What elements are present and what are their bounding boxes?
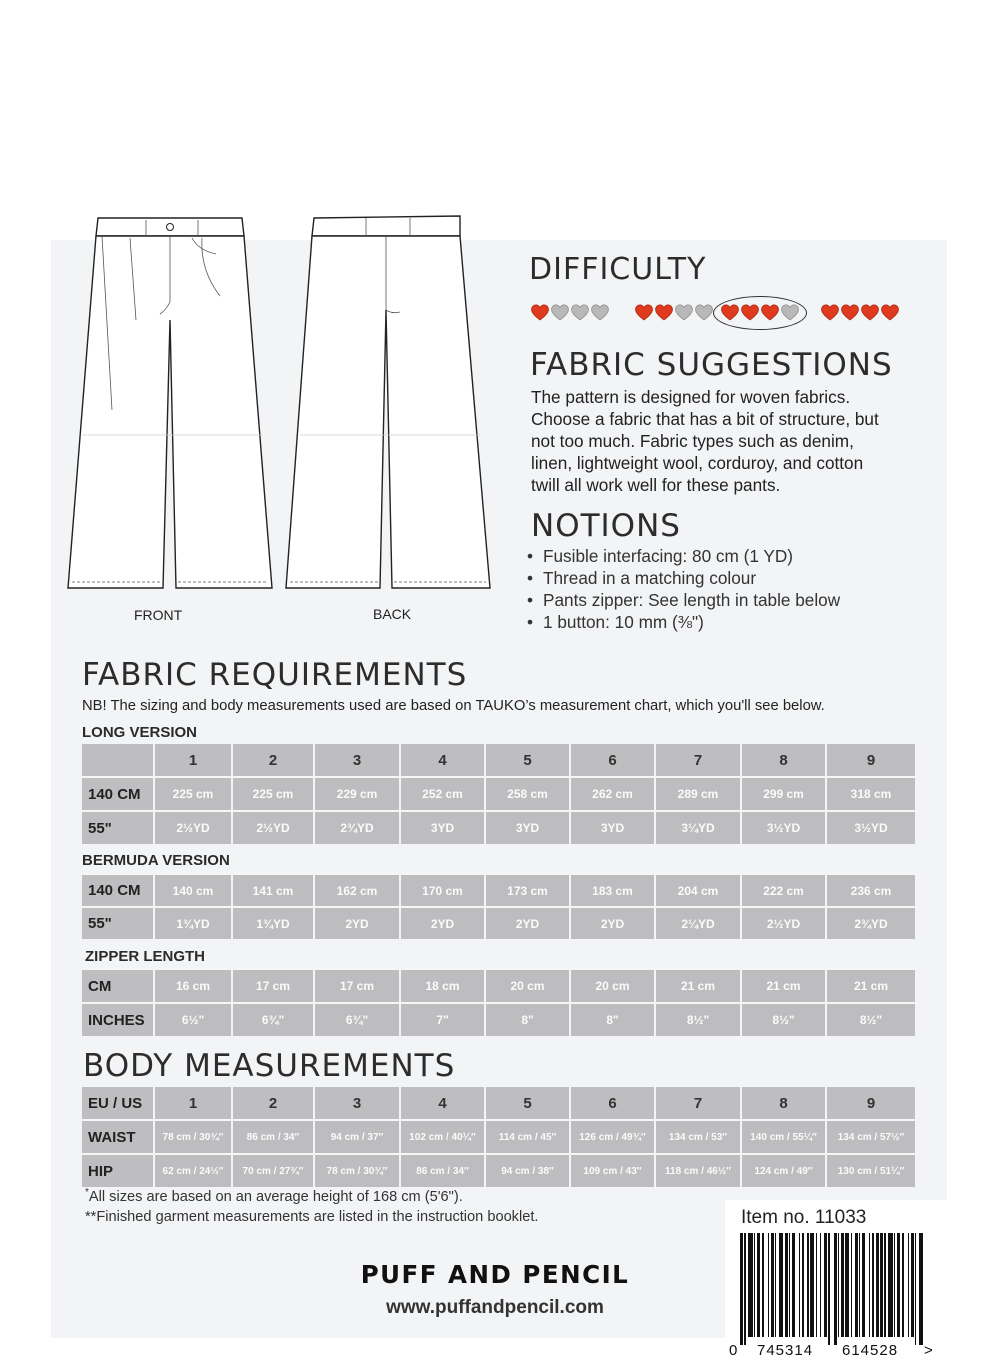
table-cell: 78 cm / 30¾″ xyxy=(315,1153,399,1187)
barcode-bar xyxy=(876,1233,879,1337)
table-cell: 140 cm xyxy=(155,873,231,906)
table-cell: 204 cm xyxy=(656,873,740,906)
long-version-table xyxy=(82,744,916,844)
barcode-bar xyxy=(775,1233,776,1337)
heart-icon xyxy=(821,304,839,321)
table-cell: 170 cm xyxy=(401,873,484,906)
table-row-label: HIP xyxy=(82,1153,153,1187)
table-cell: 20 cm xyxy=(571,968,654,1002)
heart-icon xyxy=(571,304,589,321)
heart-icon xyxy=(881,304,899,321)
table-cell: 78 cm / 30¾″ xyxy=(155,1119,231,1153)
table-header-size: 9 xyxy=(827,1087,915,1119)
table-cell: 8½" xyxy=(656,1002,740,1036)
table-cell: 8" xyxy=(486,1002,569,1036)
notions-item: • Pants zipper: See length in table below xyxy=(527,589,840,611)
heart-icon xyxy=(591,304,609,321)
table-cell: 252 cm xyxy=(401,776,484,810)
back-label: BACK xyxy=(373,606,412,622)
barcode-bar xyxy=(828,1233,829,1345)
table-header-size: 4 xyxy=(401,744,484,776)
barcode-bar xyxy=(862,1233,865,1337)
table-row-label: 55" xyxy=(82,906,153,939)
fabric-suggestions-title: FABRIC SUGGESTIONS xyxy=(530,347,893,383)
table-cell: 21 cm xyxy=(656,968,740,1002)
footnote-marker: * xyxy=(85,1187,89,1198)
table-cell: 114 cm / 45″ xyxy=(486,1119,569,1153)
table-cell: 3YD xyxy=(571,810,654,844)
barcode-bar xyxy=(919,1233,923,1345)
table-row-label: CM xyxy=(82,968,153,1002)
table-cell: 3YD xyxy=(486,810,569,844)
heart-icon xyxy=(861,304,879,321)
table-cell: 3YD xyxy=(401,810,484,844)
notions-list xyxy=(527,545,840,633)
zipper-length-label: ZIPPER LENGTH xyxy=(85,948,206,965)
table-cell: 6¾" xyxy=(315,1002,399,1036)
table-cell: 18 cm xyxy=(401,968,484,1002)
long-version-label: LONG VERSION xyxy=(82,724,198,741)
table-cell: 20 cm xyxy=(486,968,569,1002)
barcode-bar xyxy=(851,1233,852,1337)
table-cell: 141 cm xyxy=(233,873,313,906)
fabric-suggestions-text xyxy=(531,386,921,496)
table-header-size: 9 xyxy=(827,744,915,776)
footnote-2: **Finished garment measurements are listed in the instruction booklet. xyxy=(85,1209,539,1225)
table-cell: 162 cm xyxy=(315,873,399,906)
barcode-bar xyxy=(834,1233,837,1345)
table-header-size: 3 xyxy=(315,744,399,776)
barcode-bar xyxy=(757,1233,760,1337)
front-label: FRONT xyxy=(134,607,183,623)
barcode-bar xyxy=(838,1233,839,1337)
table-cell: 70 cm / 27¾″ xyxy=(233,1153,313,1187)
table-header-size: 5 xyxy=(486,744,569,776)
barcode-bar xyxy=(841,1233,844,1337)
footnote-1-text: All sizes are based on an average height of 168 cm (5'6"). xyxy=(88,1188,463,1205)
table-row-label: INCHES xyxy=(82,1002,153,1036)
table-cell: 8½" xyxy=(742,1002,825,1036)
table-cell: 2¾YD xyxy=(827,906,915,939)
footnote-1 xyxy=(85,1187,463,1205)
barcode-bar xyxy=(740,1233,743,1345)
barcode-first-digit: 0 xyxy=(729,1342,738,1359)
fabric-suggestions-line: Choose a fabric that has a bit of structure, but xyxy=(531,409,879,429)
table-cell: 134 cm / 57½″ xyxy=(827,1119,915,1153)
barcode xyxy=(740,1233,920,1341)
table-cell: 118 cm / 46½″ xyxy=(656,1153,740,1187)
table-cell: 225 cm xyxy=(233,776,313,810)
table-cell: 130 cm / 51¼″ xyxy=(827,1153,915,1187)
table-cell: 1¾YD xyxy=(155,906,231,939)
barcode-bar xyxy=(897,1233,900,1337)
fabric-suggestions-line: twill all work well for these pants. xyxy=(531,475,781,495)
table-cell: 6¾" xyxy=(233,1002,313,1036)
barcode-bar xyxy=(816,1233,817,1337)
fabric-suggestions-line: linen, lightweight wool, corduroy, and cotton xyxy=(531,453,864,473)
item-number: Item no. 11033 xyxy=(741,1207,867,1228)
table-cell: 134 cm / 53″ xyxy=(656,1119,740,1153)
barcode-bar xyxy=(744,1233,745,1345)
brand-name: PUFF AND PENCIL xyxy=(360,1260,630,1289)
table-cell: 94 cm / 38″ xyxy=(486,1153,569,1187)
barcode-bar xyxy=(792,1233,795,1337)
barcode-bar xyxy=(789,1233,790,1337)
table-header-size: 8 xyxy=(742,744,825,776)
table-cell: 262 cm xyxy=(571,776,654,810)
fabric-suggestions-line: The pattern is designed for woven fabrics. xyxy=(531,387,851,407)
heart-icon xyxy=(531,304,549,321)
table-cell: 8½" xyxy=(827,1002,915,1036)
barcode-left-digits: 745314 xyxy=(757,1342,814,1359)
barcode-bar xyxy=(820,1233,821,1337)
bermuda-version-table xyxy=(82,873,916,939)
table-cell: 3½YD xyxy=(827,810,915,844)
table-cell: 2YD xyxy=(571,906,654,939)
table-cell: 2YD xyxy=(401,906,484,939)
table-header-size: 7 xyxy=(656,1087,740,1119)
difficulty-level-1 xyxy=(531,304,609,324)
barcode-bar xyxy=(799,1233,800,1337)
heart-icon xyxy=(635,304,653,321)
table-cell: 7" xyxy=(401,1002,484,1036)
table-header-size: 1 xyxy=(155,744,231,776)
barcode-bar xyxy=(762,1233,763,1337)
barcode-bar xyxy=(894,1233,895,1337)
notions-item: • Fusible interfacing: 80 cm (1 YD) xyxy=(527,545,840,567)
table-header-size: 3 xyxy=(315,1087,399,1119)
barcode-bar xyxy=(779,1233,783,1337)
table-cell: 289 cm xyxy=(656,776,740,810)
table-cell: 2YD xyxy=(315,906,399,939)
barcode-bar xyxy=(888,1233,892,1337)
table-cell: 258 cm xyxy=(486,776,569,810)
table-cell: 222 cm xyxy=(742,873,825,906)
barcode-bar xyxy=(855,1233,858,1337)
table-cell: 94 cm / 37″ xyxy=(315,1119,399,1153)
barcode-bar xyxy=(884,1233,885,1337)
table-header-size: 2 xyxy=(233,1087,313,1119)
table-cell: 236 cm xyxy=(827,873,915,906)
table-row-label: 55" xyxy=(82,810,153,844)
table-header-size: 1 xyxy=(155,1087,231,1119)
bermuda-version-label: BERMUDA VERSION xyxy=(82,852,230,869)
brand-url[interactable]: www.puffandpencil.com xyxy=(386,1297,604,1318)
table-cell: 102 cm / 40¼″ xyxy=(401,1119,484,1153)
table-cell: 17 cm xyxy=(233,968,313,1002)
body-measurements-title: BODY MEASUREMENTS xyxy=(83,1048,456,1084)
notions-item: • 1 button: 10 mm (⅜") xyxy=(527,611,840,633)
table-cell: 86 cm / 34″ xyxy=(401,1153,484,1187)
barcode-bar xyxy=(880,1233,883,1337)
table-cell: 124 cm / 49″ xyxy=(742,1153,825,1187)
difficulty-rating xyxy=(531,296,911,336)
table-cell: 2½YD xyxy=(233,810,313,844)
barcode-bar xyxy=(768,1233,769,1337)
fabric-suggestions-line: not too much. Fabric types such as denim, xyxy=(531,431,854,451)
table-cell: 299 cm xyxy=(742,776,825,810)
table-cell: 183 cm xyxy=(571,873,654,906)
barcode-bar xyxy=(908,1233,909,1337)
heart-icon xyxy=(551,304,569,321)
table-cell: 1¾YD xyxy=(233,906,313,939)
table-header-size: 2 xyxy=(233,744,313,776)
barcode-bar xyxy=(802,1233,805,1337)
barcode-bar xyxy=(869,1233,870,1337)
table-cell: 2¼YD xyxy=(656,906,740,939)
barcode-end-mark: > xyxy=(924,1342,933,1359)
notions-title: NOTIONS xyxy=(531,508,681,544)
table-cell: 225 cm xyxy=(155,776,231,810)
front-pants-illustration xyxy=(62,210,278,595)
barcode-bar xyxy=(872,1233,875,1337)
back-pants-illustration xyxy=(280,210,496,595)
barcode-bar xyxy=(824,1233,827,1337)
table-cell: 86 cm / 34″ xyxy=(233,1119,313,1153)
table-cell: 173 cm xyxy=(486,873,569,906)
heart-icon xyxy=(695,304,713,321)
fabric-requirements-title: FABRIC REQUIREMENTS xyxy=(82,657,468,693)
table-cell: 17 cm xyxy=(315,968,399,1002)
difficulty-selected-ring xyxy=(713,296,807,330)
barcode-bar xyxy=(754,1233,755,1337)
table-cell: 3¼YD xyxy=(656,810,740,844)
barcode-bar xyxy=(771,1233,774,1337)
barcode-bar xyxy=(785,1233,788,1337)
notions-item: • Thread in a matching colour xyxy=(527,567,840,589)
barcode-bar xyxy=(748,1233,752,1337)
table-header-size: 4 xyxy=(401,1087,484,1119)
difficulty-level-2 xyxy=(635,304,713,324)
table-cell: 6½" xyxy=(155,1002,231,1036)
table-row-label: 140 CM xyxy=(82,873,153,906)
zipper-length-table xyxy=(82,968,916,1036)
body-measurements-table xyxy=(82,1087,916,1187)
table-cell: 16 cm xyxy=(155,968,231,1002)
barcode-bar xyxy=(807,1233,808,1337)
table-cell: 109 cm / 43″ xyxy=(571,1153,654,1187)
table-cell: 21 cm xyxy=(742,968,825,1002)
table-header-label: EU / US xyxy=(82,1087,153,1119)
table-header-size: 8 xyxy=(742,1087,825,1119)
table-row-label: 140 CM xyxy=(82,776,153,810)
heart-icon xyxy=(675,304,693,321)
table-cell: 2½YD xyxy=(155,810,231,844)
table-cell: 2½YD xyxy=(742,906,825,939)
table-cell: 126 cm / 49¾″ xyxy=(571,1119,654,1153)
table-header-size: 6 xyxy=(571,744,654,776)
table-header-size: 6 xyxy=(571,1087,654,1119)
table-cell: 2YD xyxy=(486,906,569,939)
table-cell: 140 cm / 55¼″ xyxy=(742,1119,825,1153)
table-header-size: 5 xyxy=(486,1087,569,1119)
barcode-bar xyxy=(902,1233,903,1337)
barcode-bar xyxy=(911,1233,914,1337)
difficulty-title: DIFFICULTY xyxy=(529,252,707,287)
table-row-label: WAIST xyxy=(82,1119,153,1153)
barcode-right-digits: 614528 xyxy=(842,1342,899,1359)
table-cell: 8" xyxy=(571,1002,654,1036)
table-cell: 3½YD xyxy=(742,810,825,844)
table-cell: 318 cm xyxy=(827,776,915,810)
barcode-bar xyxy=(845,1233,849,1337)
barcode-bar xyxy=(810,1233,814,1337)
barcode-bar xyxy=(915,1233,916,1345)
difficulty-level-4 xyxy=(821,304,899,324)
table-cell: 62 cm / 24½″ xyxy=(155,1153,231,1187)
table-cell: 229 cm xyxy=(315,776,399,810)
table-header-label xyxy=(82,744,153,776)
heart-icon xyxy=(655,304,673,321)
table-header-size: 7 xyxy=(656,744,740,776)
table-cell: 21 cm xyxy=(827,968,915,1002)
barcode-bar xyxy=(859,1233,860,1337)
table-cell: 2¾YD xyxy=(315,810,399,844)
heart-icon xyxy=(841,304,859,321)
fabric-requirements-note: NB! The sizing and body measurements used are based on TAUKO’s measurement chart, which you'll see below. xyxy=(82,698,825,714)
